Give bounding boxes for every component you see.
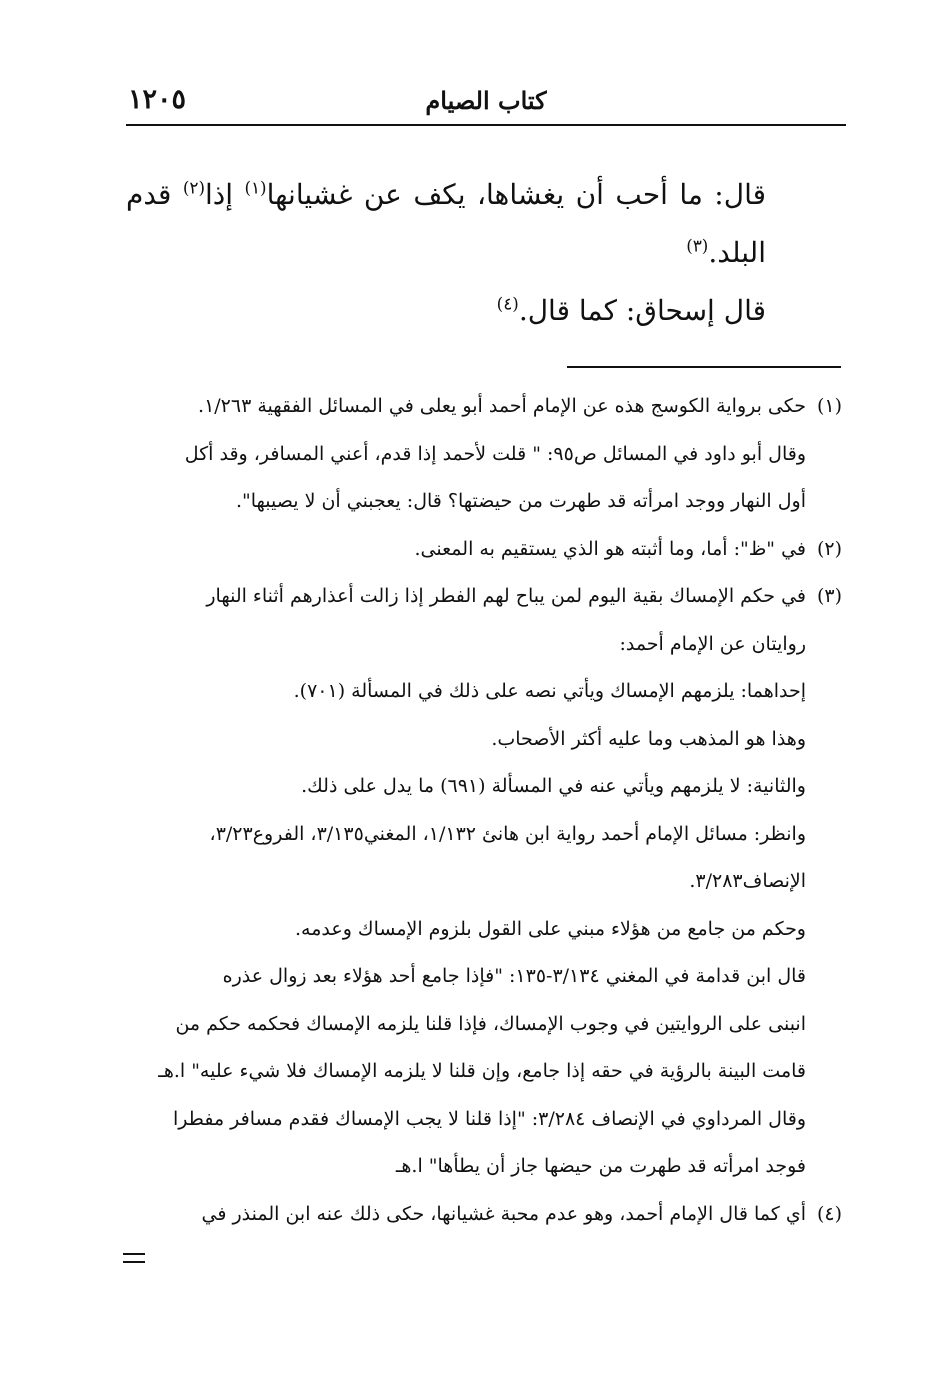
- footnote-ref-1: (١): [244, 177, 267, 198]
- main-text-segment: قدم البلد.: [126, 178, 766, 269]
- running-title: كتاب الصيام: [425, 86, 547, 115]
- main-paragraph-1: [126, 166, 766, 282]
- footnote-line: وانظر: مسائل الإمام أحمد رواية ابن هانئ ١/١٣٢، المغني٣/١٣٥، الفروع٣/٢٣،: [209, 822, 806, 845]
- footnote-4: [126, 1191, 842, 1239]
- footnote-number: (٤): [816, 1202, 842, 1225]
- footnote-line: في "ظ": أما، وما أثبته هو الذي يستقيم به المعنى.: [414, 537, 806, 560]
- footnote-number: (٣): [816, 585, 842, 607]
- footnote-ref-2: (٢): [182, 177, 205, 198]
- footnote-line: فوجد امرأته قد طهرت من حيضها جاز أن يطأها" ا.هـ: [395, 1155, 806, 1177]
- footnote-line: إحداهما: يلزمهم الإمساك ويأتي نصه على ذلك في المسألة (٧٠١).: [293, 680, 806, 702]
- footnote-line: أي كما قال الإمام أحمد، وهو عدم محبة غشيانها، حكى ذلك عنه ابن المنذر في: [201, 1202, 806, 1225]
- continuation-mark: [123, 1253, 145, 1263]
- footnote-line: وهذا هو المذهب وما عليه أكثر الأصحاب.: [491, 727, 806, 750]
- footnote-line: وقال أبو داود في المسائل ص٩٥: " قلت لأحمد إذا قدم، أعني المسافر، وقد أكل: [184, 442, 806, 465]
- main-text-segment: قال إسحاق: كما قال.: [518, 294, 766, 327]
- page-number: ١٢٠٥: [128, 84, 187, 115]
- footnote-line: أول النهار ووجد امرأته قد طهرت من حيضتها؟ قال: يعجبني أن لا يصيبها".: [235, 490, 806, 512]
- footnotes: [126, 383, 842, 1238]
- main-text-segment: إذا: [205, 178, 245, 211]
- footnote-line: وقال المرداوي في الإنصاف ٣/٢٨٤: "إذا قلنا لا يجب الإمساك فقدم مسافر مفطرا: [172, 1107, 806, 1130]
- footnote-separator: [567, 366, 841, 368]
- footnote-line: في حكم الإمساك بقية اليوم لمن يباح لهم الفطر إذا زالت أعذارهم أثناء النهار: [206, 585, 806, 607]
- footnote-3: [126, 573, 842, 1191]
- footnote-line: حكى برواية الكوسج هذه عن الإمام أحمد أبو يعلى في المسائل الفقهية ١/٢٦٣.: [198, 395, 806, 417]
- footnote-line: والثانية: لا يلزمهم ويأتي عنه في المسألة (٦٩١) ما يدل على ذلك.: [301, 775, 806, 797]
- main-text: [126, 166, 766, 340]
- footnote-1: [126, 383, 842, 526]
- footnote-number: (٢): [816, 537, 842, 560]
- main-text-segment: قال: ما أحب أن يغشاها، يكف عن غشيانها: [266, 178, 767, 211]
- page-header: [126, 80, 846, 124]
- footnote-line: وحكم من جامع من هؤلاء مبني على القول بلزوم الإمساك وعدمه.: [295, 917, 806, 940]
- footnote-line: روايتان عن الإمام أحمد:: [619, 632, 806, 655]
- footnote-ref-3: (٣): [686, 235, 709, 256]
- footnote-line: قال ابن قدامة في المغني ٣/١٣٤-١٣٥: "فإذا جامع أحد هؤلاء بعد زوال عذره: [222, 965, 806, 987]
- footnote-number: (١): [816, 395, 842, 417]
- footnote-line: انبنى على الروايتين في وجوب الإمساك، فإذا قلنا يلزمه الإمساك فحكمه حكم من: [175, 1012, 806, 1035]
- footnote-ref-4: (٤): [496, 293, 519, 314]
- footnote-2: [126, 526, 842, 574]
- header-rule: [126, 124, 846, 126]
- main-paragraph-2: [126, 282, 766, 340]
- footnote-line: الإنصاف٣/٢٨٣.: [689, 870, 806, 892]
- footnote-line: قامت البينة بالرؤية في حقه إذا جامع، وإن قلنا لا يلزمه الإمساك فلا شيء عليه" ا.هـ: [158, 1060, 806, 1082]
